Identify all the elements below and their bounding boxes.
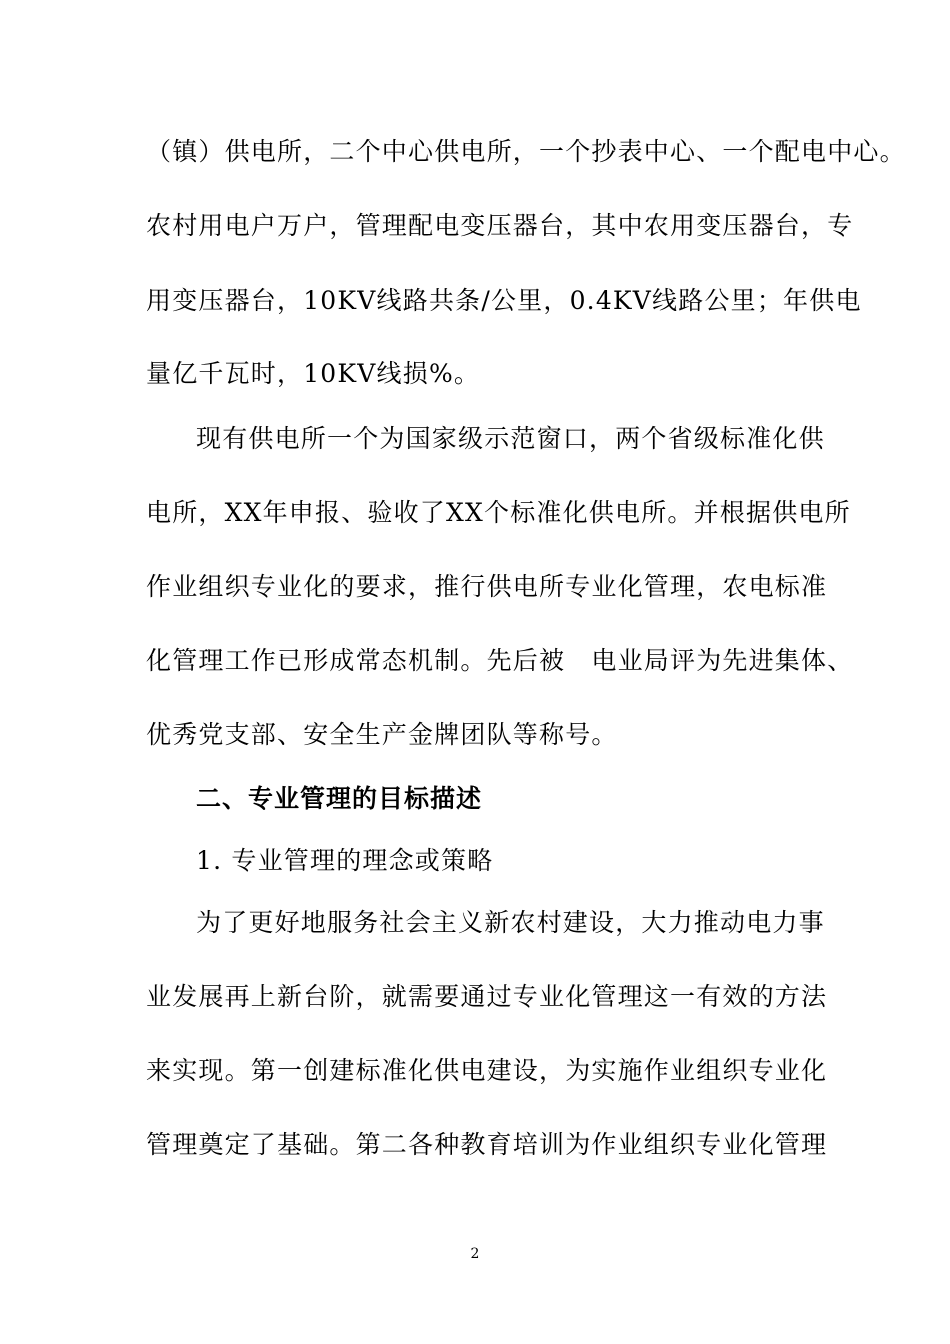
text-line: 来实现。第一创建标准化供电建设，为实施作业组织专业化: [146, 1056, 828, 1085]
text-line: 用变压器台，10KV线路共条/公里，0.4KV线路公里；年供电: [146, 286, 862, 315]
text-line: 电所，XX年申报、验收了XX个标准化供电所。并根据供电所: [146, 498, 851, 527]
section-heading: 二、专业管理的目标描述: [196, 784, 483, 813]
text-line: 化管理工作已形成常态机制。先后被 电业局评为先进集体、: [146, 646, 854, 675]
text-line: 优秀党支部、安全生产金牌团队等称号。: [146, 720, 618, 749]
text-line: （镇）供电所，二个中心供电所，一个抄表中心、一个配电中心。: [146, 137, 906, 166]
text-line: 现有供电所一个为国家级示范窗口，两个省级标准化供: [196, 424, 825, 453]
text-line: 业发展再上新台阶，就需要通过专业化管理这一有效的方法: [146, 982, 828, 1011]
subsection-heading: 1. 专业管理的理念或策略: [196, 846, 494, 875]
text-line: 量亿千瓦时，10KV线损%。: [146, 359, 481, 388]
text-line: 为了更好地服务社会主义新农村建设，大力推动电力事: [196, 908, 825, 937]
page-number: 2: [470, 1246, 480, 1262]
text-line: 管理奠定了基础。第二各种教育培训为作业组织专业化管理: [146, 1130, 828, 1159]
text-line: 农村用电户万户，管理配电变压器台，其中农用变压器台，专: [146, 211, 854, 240]
text-line: 作业组织专业化的要求，推行供电所专业化管理，农电标准: [146, 572, 828, 601]
